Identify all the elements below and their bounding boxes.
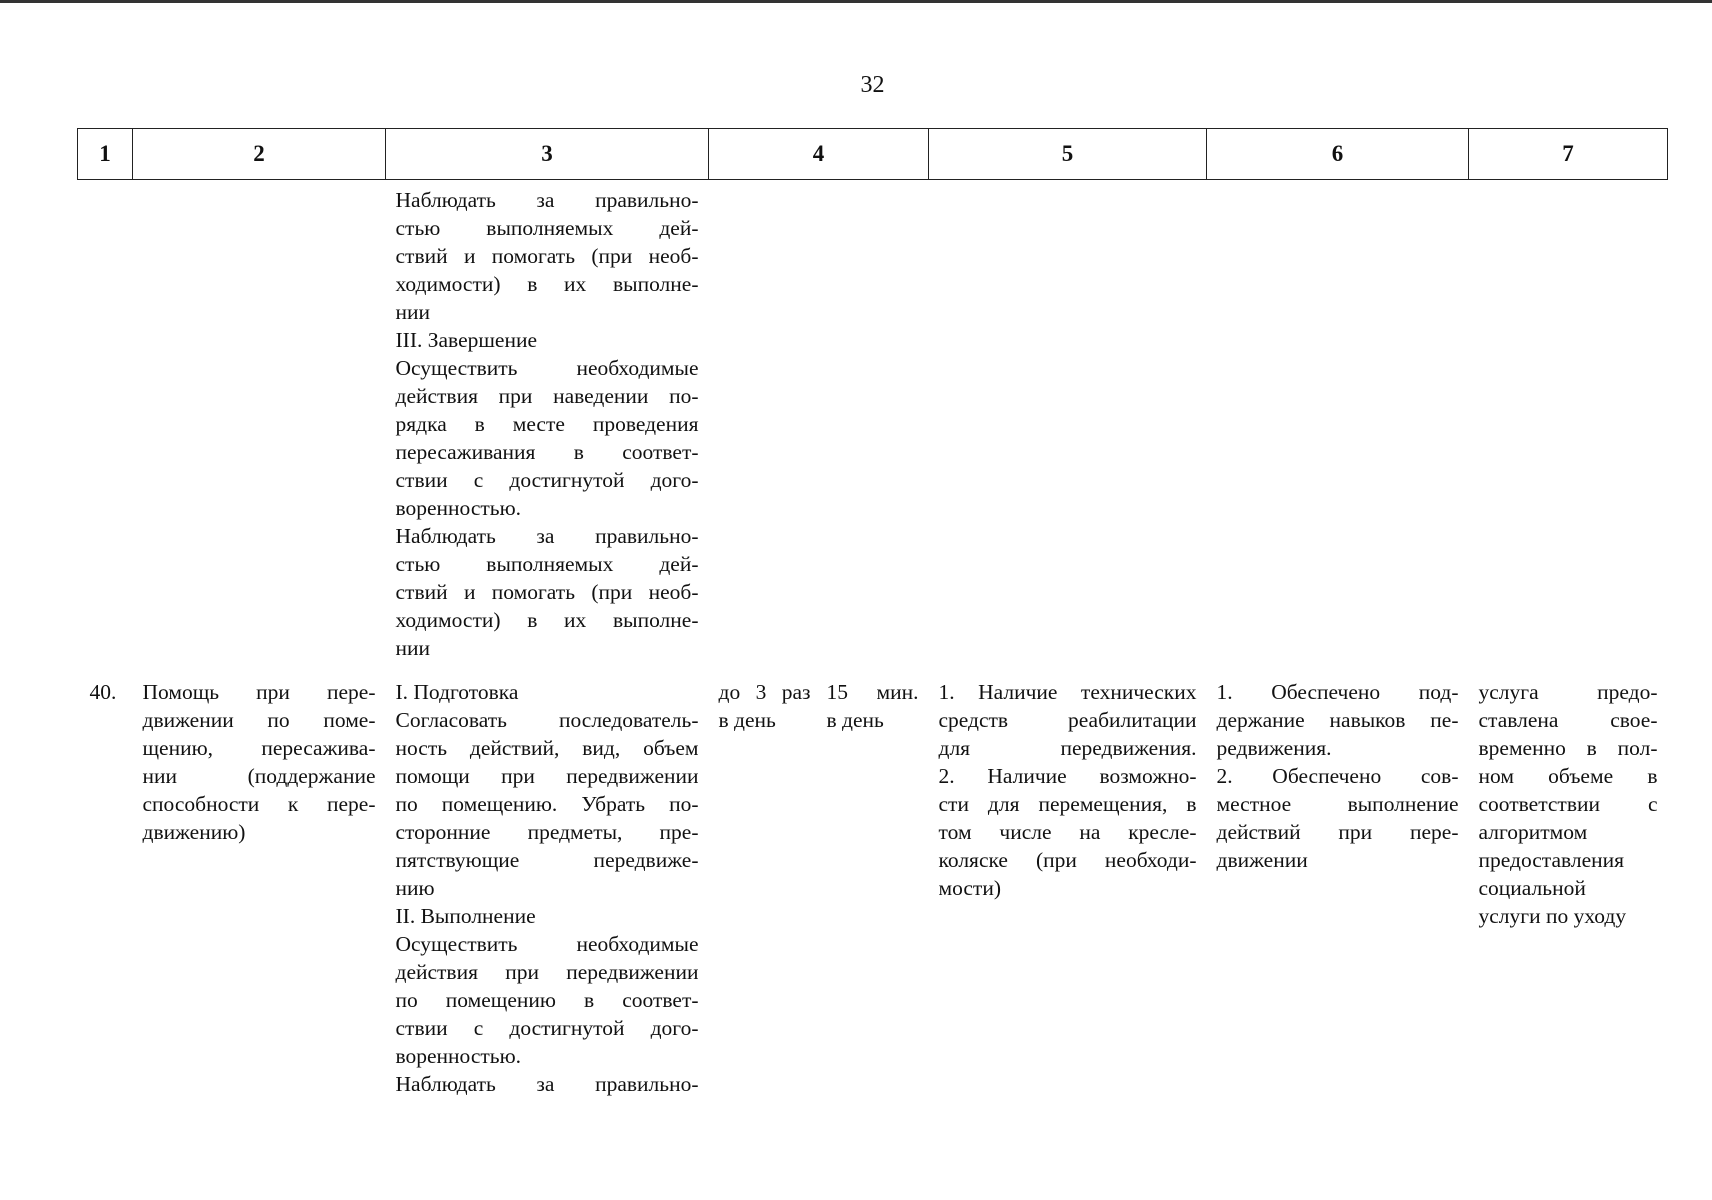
text-line: предоставления (1478, 848, 1625, 872)
text-line: в день (718, 708, 776, 732)
text-line: нию (395, 876, 435, 900)
text-line: алгоритмом (1478, 820, 1588, 844)
frequency (719, 678, 811, 734)
duration (827, 678, 919, 734)
text-line: III. Завершение (395, 328, 538, 352)
text-line: сторонние предметы, пре- (395, 820, 699, 844)
column-header-2: 2 (133, 129, 386, 180)
text-line: ствий и помогать (при необ- (395, 244, 699, 268)
text-line: местное выполнение (1216, 792, 1459, 816)
text-line: Наблюдать за правильно- (395, 1072, 699, 1096)
text-line: воренностью. (395, 496, 522, 520)
text-line: рядка в месте проведения (395, 412, 699, 436)
text-line: соответствии с (1478, 792, 1658, 816)
column-header-1: 1 (78, 129, 133, 180)
text-line: временно в пол- (1478, 736, 1658, 760)
text-line: по помещению. Убрать по- (395, 792, 699, 816)
column-header-5: 5 (929, 129, 1207, 180)
cell-empty (709, 180, 929, 663)
text-line: действий при пере- (1216, 820, 1459, 844)
cell-empty (929, 180, 1207, 663)
column-header-3: 3 (386, 129, 709, 180)
text-line: действия при передвижении (395, 960, 699, 984)
text-line: стью выполняемых дей- (395, 216, 699, 240)
text-line: услуги по уходу (1478, 904, 1627, 928)
text-line: нии (поддержание (142, 764, 376, 788)
text-line: 2. Наличие возможно- (938, 764, 1197, 788)
text-line: Согласовать последователь- (395, 708, 699, 732)
text-line: социальной (1478, 876, 1586, 900)
text-line: для передвижения. (938, 736, 1197, 760)
text-line: 2. Обеспечено сов- (1216, 764, 1459, 788)
text-line: по помещению в соответ- (395, 988, 699, 1012)
column-header-6: 6 (1207, 129, 1469, 180)
text-line: воренностью. (395, 1044, 522, 1068)
text-line: в день (826, 708, 884, 732)
text-line: щению, пересажива- (142, 736, 376, 760)
text-line: мости) (938, 876, 1001, 900)
text-line: ность действий, вид, объем (395, 736, 699, 760)
text-line: ном объеме в (1478, 764, 1658, 788)
text-line: Осуществить необходимые (395, 356, 699, 380)
text-line: Осуществить необходимые (395, 932, 699, 956)
page-number: 32 (860, 72, 885, 98)
text-line: держание навыков пе- (1216, 708, 1459, 732)
text-line: ствий и помогать (при необ- (395, 580, 699, 604)
text-line: нии (395, 636, 431, 660)
text-line: помощи при передвижении (395, 764, 699, 788)
text-line: ставлена свое- (1478, 708, 1658, 732)
text-line: 15 мин. (826, 680, 919, 704)
results (1207, 662, 1469, 1098)
text-line: пятствующие передвиже- (395, 848, 699, 872)
text-line: движении по поме- (142, 708, 376, 732)
cell-empty (1469, 180, 1668, 663)
table-row-continuation (78, 180, 1668, 663)
scan-top-border (0, 0, 1712, 3)
text-line: услуга предо- (1478, 680, 1658, 704)
frequency-duration (709, 662, 929, 1098)
text-line: ходимости) в их выполне- (395, 272, 699, 296)
quality-indicator (1469, 662, 1668, 1098)
procedure-text (386, 662, 709, 1098)
service-name (133, 662, 386, 1098)
text-line: действия при наведении по- (395, 384, 699, 408)
text-line: Наблюдать за правильно- (395, 188, 699, 212)
text-line: 1. Обеспечено под- (1216, 680, 1459, 704)
cell-empty (1207, 180, 1469, 663)
table-row-40 (78, 662, 1668, 1098)
text-line: до 3 раз (718, 680, 811, 704)
text-line: ствии с достигнутой дого- (395, 468, 699, 492)
row-number: 40. (89, 680, 117, 704)
text-line: ходимости) в их выполне- (395, 608, 699, 632)
column-header-4: 4 (709, 129, 929, 180)
text-line: 1. Наличие технических (938, 680, 1197, 704)
text-line: стью выполняемых дей- (395, 552, 699, 576)
text-line: Наблюдать за правильно- (395, 524, 699, 548)
text-line: нии (395, 300, 431, 324)
procedure-text-continued (386, 180, 709, 663)
text-line: сти для перемещения, в (938, 792, 1197, 816)
text-line: том числе на кресле- (938, 820, 1197, 844)
text-line: Помощь при пере- (142, 680, 376, 704)
text-line: II. Выполнение (395, 904, 536, 928)
column-number-header-row (78, 129, 1668, 180)
text-line: средств реабилитации (938, 708, 1197, 732)
conditions (929, 662, 1207, 1098)
text-line: движению) (142, 820, 246, 844)
text-line: ствии с достигнутой дого- (395, 1016, 699, 1040)
text-line: коляске (при необходи- (938, 848, 1197, 872)
services-table (77, 128, 1668, 1098)
cell-empty (133, 180, 386, 663)
column-header-7: 7 (1469, 129, 1668, 180)
cell-empty (78, 180, 133, 663)
text-line: движении (1216, 848, 1308, 872)
text-line: способности к пере- (142, 792, 376, 816)
text-line: пересаживания в соответ- (395, 440, 699, 464)
text-line: I. Подготовка (395, 680, 519, 704)
text-line: редвижения. (1216, 736, 1332, 760)
